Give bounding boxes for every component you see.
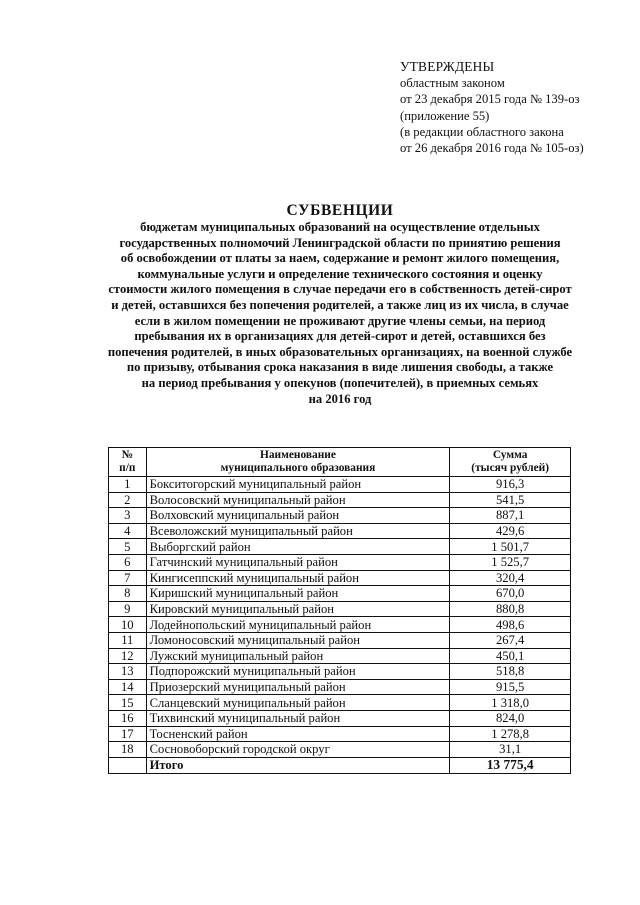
row-sum: 880,8 [450,601,571,617]
table-row [109,710,571,726]
row-name: Киришский муниципальный район [146,586,450,602]
row-name: Приозерский муниципальный район [146,679,450,695]
row-number: 9 [109,601,147,617]
row-number: 5 [109,539,147,555]
table-header-row [109,448,571,477]
row-number: 6 [109,554,147,570]
title-line: стоимости жилого помещения в случае передачи его в собственность детей-сирот [108,282,572,297]
row-sum: 498,6 [450,617,571,633]
table-row [109,539,571,555]
row-sum: 1 525,7 [450,554,571,570]
table-row [109,570,571,586]
table-row [109,523,571,539]
row-number: 2 [109,492,147,508]
header-number [109,448,147,477]
table-row [109,586,571,602]
approval-heading: УТВЕРЖДЕНЫ [400,59,495,74]
row-name: Выборгский район [146,539,450,555]
table-row [109,492,571,508]
table-row [109,648,571,664]
row-name: Всеволожский муниципальный район [146,523,450,539]
title-line: на период пребывания у опекунов (попечителей), в приемных семьях [141,375,539,390]
table-row [109,617,571,633]
table-row [109,554,571,570]
row-sum: 1 318,0 [450,695,571,711]
approval-stamp [400,59,632,156]
table-total-row [109,757,571,773]
header-number-line2: п/п [119,462,136,474]
row-name: Тосненский район [146,726,450,742]
row-number: 10 [109,617,147,633]
row-name: Кировский муниципальный район [146,601,450,617]
header-sum [450,448,571,477]
row-name: Лодейнопольский муниципальный район [146,617,450,633]
row-number: 7 [109,570,147,586]
table-row [109,726,571,742]
row-number: 18 [109,742,147,758]
title-line: коммунальные услуги и определение технического состояния и оценку [137,266,543,281]
row-number: 13 [109,664,147,680]
subventions-table [108,447,571,774]
table-row [109,679,571,695]
table-row [109,742,571,758]
header-sum-line1: Сумма [492,449,528,461]
approval-line: от 23 декабря 2015 года № 139-оз [400,92,580,107]
row-sum: 916,3 [450,477,571,493]
row-sum: 670,0 [450,586,571,602]
document-title: СУБВЕНЦИИ [286,202,394,219]
row-number: 1 [109,477,147,493]
table-row [109,632,571,648]
header-name-line1: Наименование [259,449,336,461]
header-number-line1: № [121,449,134,461]
row-sum: 1 278,8 [450,726,571,742]
row-sum: 320,4 [450,570,571,586]
row-number: 4 [109,523,147,539]
header-name [146,448,450,477]
row-number: 17 [109,726,147,742]
row-number: 15 [109,695,147,711]
row-sum: 450,1 [450,648,571,664]
total-label: Итого [146,757,450,773]
total-sum: 13 775,4 [450,757,571,773]
title-line: по призыву, отбывания срока наказания в виде лишения свободы, а также [126,360,554,375]
document-title-block [50,201,630,407]
title-line: если в жилом помещении не проживают другие члены семьи, на период [134,313,546,328]
title-line: об освобождении от платы за наем, содержание и ремонт жилого помещения, [120,251,560,266]
row-sum: 541,5 [450,492,571,508]
row-name: Тихвинский муниципальный район [146,710,450,726]
title-line: бюджетам муниципальных образований на осуществление отдельных [140,220,540,234]
row-sum: 267,4 [450,632,571,648]
header-name-line2: муниципального образования [220,462,376,474]
row-name: Подпорожский муниципальный район [146,664,450,680]
row-number: 16 [109,710,147,726]
row-number: 14 [109,679,147,695]
row-number: 3 [109,508,147,524]
row-name: Кингисеппский муниципальный район [146,570,450,586]
table-row [109,664,571,680]
row-number: 12 [109,648,147,664]
row-name: Бокситогорский муниципальный район [146,477,450,493]
row-name: Лужский муниципальный район [146,648,450,664]
row-sum: 518,8 [450,664,571,680]
row-sum: 1 501,7 [450,539,571,555]
row-name: Гатчинский муниципальный район [146,554,450,570]
row-number: 11 [109,632,147,648]
title-line: пребывания их в организациях для детей-сирот и детей, оставшихся без [134,329,546,344]
row-sum: 887,1 [450,508,571,524]
row-name: Ломоносовский муниципальный район [146,632,450,648]
table-row [109,508,571,524]
approval-line: (приложение 55) [400,108,490,123]
row-name: Сосновоборский городской округ [146,742,450,758]
row-name: Волосовский муниципальный район [146,492,450,508]
row-sum: 31,1 [450,742,571,758]
row-name: Сланцевский муниципальный район [146,695,450,711]
row-sum: 824,0 [450,710,571,726]
row-sum: 915,5 [450,679,571,695]
approval-line: областным законом [400,76,505,91]
table-row [109,601,571,617]
title-line: и детей, оставшихся без попечения родителей, а также лиц из их числа, в случае [111,297,569,312]
row-number: 8 [109,586,147,602]
table-row [109,477,571,493]
row-name: Волховский муниципальный район [146,508,450,524]
header-sum-line2: (тысяч рублей) [471,462,549,474]
row-sum: 429,6 [450,523,571,539]
table-row [109,695,571,711]
title-line: попечения родителей, в иных образовательных организациях, на военной службе [107,344,573,359]
approval-line: от 26 декабря 2016 года № 105-оз) [400,141,584,156]
approval-line: (в редакции областного закона [400,124,564,139]
title-line: государственных полномочий Ленинградской области по принятию решения [119,235,561,250]
total-number-cell [109,757,147,773]
title-line: на 2016 год [308,391,372,406]
